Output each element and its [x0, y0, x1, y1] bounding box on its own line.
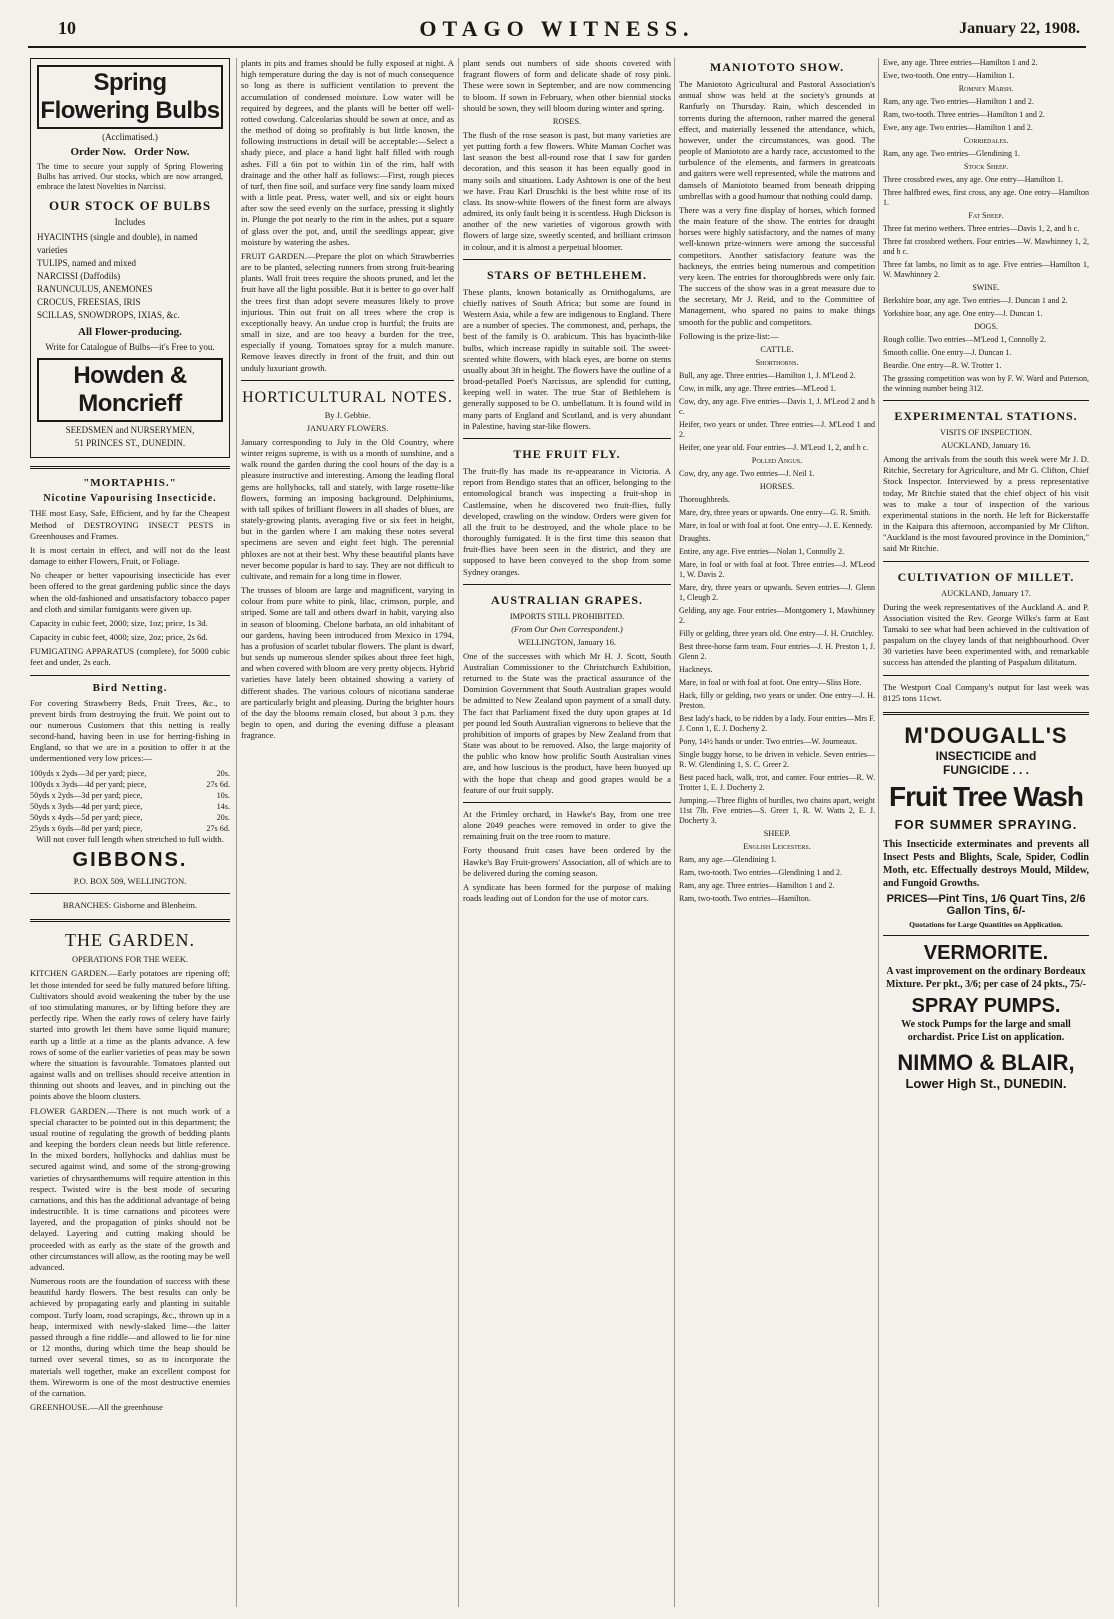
horses-heading: HORSES.: [759, 481, 795, 491]
prize-line: The grassing competition was won by F. W. Ward and Paterson, the winning number being 312.: [883, 374, 1089, 393]
spray-pumps-title: SPRAY PUMPS.: [911, 994, 1061, 1017]
bird-netting-note: Will not cover full length when stretched to full width.: [36, 833, 224, 844]
maniototo-title: MANIOTOTO SHOW.: [709, 60, 845, 74]
column-3: [458, 58, 671, 1607]
col2-fruit-garden: FRUIT GARDEN.—Prepare the plot on which Strawberries are to be planted, selecting runners from strong fruit-bearing plants. Wall fruit trees require the shoots pruned, and let the fruit have all the light possible. But it is better to go over half the trees first than adopt severe measures likely to prove injurious. Thin out fruit on all trees where the crop is exceptionally heavy. An undue crop is hurtful; the fruits are small in size, and are too heavy a burden for the tree, especially if young. Tomatoes spray for a mulch manure. Remove leaves directly in front of the fruit, and thin out unduly luxuriant growth.: [241, 250, 454, 373]
column-2: [236, 58, 454, 1607]
issue-date: January 22, 1908.: [959, 20, 1080, 37]
divider: [30, 893, 230, 894]
millet-title: CULTIVATION OF MILLET.: [897, 569, 1075, 584]
prize-line: Ram, any age. Two entries—Hamilton 1 and 2.: [883, 97, 1034, 106]
price-row: 50yds x 2yds—3d per yard; piece, 10s.: [30, 790, 230, 800]
prize-line: Berkshire boar, any age. Two entries—J. Duncan 1 and 2.: [883, 296, 1068, 305]
prize-line: Hackneys.: [679, 664, 713, 674]
mortaphis-p2: It is most certain in effect, and will not do the least damage to either Flowers, Fruit, or Foliage.: [30, 544, 230, 567]
prize-line: Ram, two-tooth. Two entries—Glendining 1 and 2.: [679, 867, 843, 877]
bird-netting-text: For covering Strawberry Beds, Fruit Trees, &c., to prevent birds from destroying the fruit. We point out to our numerous Customers that this netting is really second-hand, having been in use for herring-fishing in England, so that we are in a position to offer it at the undermentioned very low prices:—: [30, 697, 230, 764]
prize-line: Best paced hack, walk, trot, and canter. Four entries—R. W. Trotter 1, E. J. Docherty 2.: [679, 772, 875, 792]
mcdougalls-name: M'DOUGALL'S: [904, 722, 1068, 748]
prize-line: Ram, two-tooth. Three entries—Hamilton 1 and 2.: [883, 110, 1045, 119]
prize-line: Cow, dry, any age. Five entries—Davis 1, J. M'Leod 2 and h c.: [679, 396, 875, 416]
divider: [463, 802, 671, 803]
bulbs-advert: [30, 58, 230, 458]
bulb-item: HYACINTHS (single and double), in named varieties: [37, 232, 198, 256]
prize-line: Draughts.: [679, 533, 711, 543]
prize-line: Ram, any age. Two entries—Glendining 1.: [883, 149, 1021, 158]
prize-line: Thoroughbreds.: [679, 494, 730, 504]
firm-subtitle: SEEDSMEN and NURSERYMEN,: [65, 425, 195, 436]
mortaphis-apparatus: FUMIGATING APPARATUS (complete), for 5000 cubic feet and under, 2s each.: [30, 646, 230, 668]
nimmo-blair-address: Lower High St., DUNEDIN.: [905, 1075, 1067, 1091]
spray-pumps-desc: We stock Pumps for the large and small orchardist. Price List on application.: [901, 1018, 1071, 1043]
bulbs-write: Write for Catalogue of Bulbs—it's Free to you.: [45, 342, 215, 353]
divider: [883, 400, 1089, 401]
experimental-stations-place: AUCKLAND, January 16.: [941, 441, 1031, 450]
divider: [241, 380, 454, 381]
mortaphis-title: "MORTAPHIS.": [83, 477, 177, 490]
column-4: [674, 58, 875, 1607]
grapes-text: One of the successes with which Mr H. J. Scott, South Australian Commissioner to the Christchurch Exhibition, returned to the State was the practical assurance of the Dominion Government that South Australian grapes would be admitted to New Zealand upon payment of a small duty. The fact that Parliament fixed the duty upon grapes at 1d per pound led South Australian vignerons to believe that the prohibition of imports of grapes by New Zealand from that State was about to be removed. Also, the large majority of the public who know how prolific South Australian vines are, and how luscious is the product, have been buoyed up with the hope that cheap and good grapes would be a feature of our fruit supply.: [463, 650, 671, 795]
prize-line: Pony, 14½ hands or under. Two entries—W. Journeaux.: [679, 736, 858, 746]
polled-heading: Polled Angus.: [751, 455, 803, 465]
prize-line: Three fat lambs, no limit as to age. Five entries—Hamilton 1, W. Mawhinney 2.: [883, 260, 1089, 279]
prize-line: Yorkshire boar, any age. One entry—J. Duncan 1.: [883, 309, 1043, 318]
prize-list-intro: Following is the prize-list:—: [679, 330, 779, 341]
maniototo-p1: The Maniototo Agricultural and Pastoral Association's annual show was held at the society's grounds at Ranfurly on Thursday. Rain, which descended in torrents during the afternoon, rather marred the general effect, and materially lessened the attendance, which, however, under the circumstances, was good. The people of Maniototo are a hardy race, accustomed to the turbulence of the elements, and farmers in greatcoats and gaiters were well represented, while the matrons and damsels of Maniototo beamed from beneath dripping umbrellas with a good humour that nothing could damp.: [679, 79, 875, 201]
prize-line: Three halfbred ewes, first cross, any age. One entry—Hamilton 1.: [883, 188, 1089, 207]
prize-subheading: Stock Sheep.: [963, 162, 1009, 171]
howden-moncrieff-logo: Howden & Moncrieff: [37, 358, 223, 422]
bulbs-intro: The time to secure your supply of Spring Flowering Bulbs has arrived. Our stocks, which are now arranged, embrace the latest Novelties in Narcissi.: [37, 162, 223, 191]
bulbs-includes: Includes: [114, 217, 146, 227]
mcdougalls-advert: [883, 723, 1089, 929]
garden-title: THE GARDEN.: [65, 930, 195, 951]
prize-line: Ewe, any age. Three entries—Hamilton 1 and 2.: [883, 58, 1038, 67]
millet-text: During the week representatives of the Auckland A. and P. Association visited the Rev. George Wilks's farm at East Tamaki to see what had been achieved in the cultivation of paspalum on the clayey lands of that neighbourhood. Over 30 varieties have been experimented with, and remarkable success has attended the planting of Paspalum dilitatum.: [883, 601, 1089, 668]
divider: [883, 675, 1089, 676]
firm-address: 51 PRINCES ST., DUNEDIN.: [74, 438, 186, 449]
hort-notes-byline: By J. Gebbie.: [324, 410, 371, 420]
mortaphis-subtitle: Nicotine Vapourising Insecticide.: [43, 493, 217, 505]
prize-line: Beardie. One entry—R. W. Trotter 1.: [883, 361, 1002, 370]
bulbs-all-flower: All Flower-producing.: [78, 326, 182, 339]
prize-line: Gelding, any age. Four entries—Montgomery 1, Mawhinney 2.: [679, 605, 875, 625]
prize-line: Mare, dry, three years or upwards. Seven entries—J. Glenn 1, Cleugh 2.: [679, 582, 875, 602]
nimmo-blair-name: NIMMO & BLAIR,: [897, 1049, 1075, 1075]
prize-line: Best lady's hack, to be ridden by a lady. Four entries—Mrs F. J. Conn 1, E. J. Docherty 2.: [679, 713, 875, 733]
bulbs-ad-title: Spring Flowering Bulbs: [37, 65, 223, 129]
shorthorns-heading: Shorthorns.: [755, 357, 799, 367]
garden-greenhouse: GREENHOUSE.—All the greenhouse: [30, 1402, 163, 1413]
mcdougalls-desc: This Insecticide exterminates and prevents all Insect Pests and Blights, Scale, Spider, Codlin Moth, etc. Effectually destroys Mould, Mildew, and Fungoid Growths.: [883, 838, 1089, 889]
price-row: 100yds x 3yds—4d per yard; piece, 27s 6d.: [30, 779, 230, 789]
col3-p1: plant sends out numbers of side shoots covered with fragrant flowers of form and delicate shade of rosy pink. These were sown in September, and are now commencing to bloom. If sown in February, when other biennial stocks should be sown, they will bloom during winter and spring.: [463, 58, 671, 113]
bird-netting-prices: [30, 768, 230, 834]
mcdougalls-line1: INSECTICIDE and: [935, 748, 1037, 763]
column-1: [30, 58, 230, 1607]
sheep-heading: SHEEP.: [763, 828, 791, 838]
price-row: 50yds x 4yds—5d per yard; piece, 20s.: [30, 812, 230, 822]
fruit-fly-text: The fruit-fly has made its re-appearance in Victoria. A report from Bendigo states that an officer, belonging to the entomological branch was inspecting a fruit-shop in Castlemaine, when he discovered two fruit-flies, fully developed, crawling on the window. Orders were given for all the fruit to be destroyed, and the whole place to be thoroughly fumigated. It is the first time this season that fruit-flies have been seen in the district, and they are supposed to have been conveyed to the shop from some Sydney oranges.: [463, 465, 671, 577]
prize-subheading: DOGS.: [974, 322, 998, 331]
stars-text: These plants, known botanically as Ornithogalums, are chiefly natives of South Africa; but some are found in Western Asia, while a few are indigenous to England. There are a number of species. The commonest, and, perhaps, the best of the family is O. arabicum. This has hyacinth-like bulbs, which increase rapidly in suitable soil. The sweet-scented white flowers, with black eyes, are borne on stems usually about 3ft in height. The flowers have the outline of a broad-petalled Poet's Narcissus, are splendid for cutting, keeping well in water. The true Star of Bethlehem is generally supposed to be O. umbellatum. It is found wild in many parts of England and Scotland, and is very abundant in Palestine, having star-like flowers.: [463, 286, 671, 431]
prize-line: Ewe, two-tooth. One entry—Hamilton 1.: [883, 71, 1015, 80]
divider: [30, 675, 230, 676]
prize-subheading: Corriedales.: [963, 136, 1009, 145]
prize-line: Ewe, any age. Two entries—Hamilton 1 and 2.: [883, 123, 1033, 132]
experimental-stations-text: Among the arrivals from the south this week were Mr J. D. Ritchie, Secretary for Agriculture, and Mr G. Clifton, Chief Stock Inspector. Interviewed by a press representative today, Mr Ritchie stated that the chief object of his visit was to make a tour of inspection of the various experimental stations in the north. He left for Bickerstaffe in the Kaipara this afternoon, accompanied by Mr Clifton. "Auckland is the most favoured province in the Dominion," said Mr Ritchie.: [883, 454, 1089, 554]
price-row: 100yds x 2yds—3d per yard; piece, 20s.: [30, 768, 230, 778]
bulb-item: RANUNCULUS, ANEMONES: [37, 284, 153, 295]
bulb-item: TULIPS, named and mixed: [37, 258, 136, 269]
fruit-tree-wash: Fruit Tree Wash: [888, 780, 1083, 812]
experimental-stations-sub: VISITS OF INSPECTION.: [940, 428, 1032, 437]
prize-line: Heifer, one year old. Four entries—J. M'Leod 1, 2, and h c.: [679, 442, 869, 452]
prize-line: Filly or gelding, three years old. One entry—J. H. Crutchley.: [679, 628, 874, 638]
bulbs-acclimatised: (Acclimatised.): [102, 132, 158, 142]
prize-line: Best three-horse farm team. Four entries—J. H. Preston 1, J. Glenn 2.: [679, 641, 875, 661]
masthead: [28, 14, 1086, 48]
bulbs-order-now: Order Now. Order Now.: [70, 146, 190, 158]
divider: [883, 935, 1089, 936]
prize-line: Hack, filly or gelding, two years or under. One entry—J. H. Preston.: [679, 690, 875, 710]
garden-ops: OPERATIONS FOR THE WEEK.: [71, 955, 188, 965]
mortaphis-capacity-1: Capacity in cubic feet, 2000; size, 1oz; price, 1s 3d.: [30, 617, 208, 628]
grapes-subtitle: IMPORTS STILL PROHIBITED.: [509, 611, 625, 621]
grapes-title: AUSTRALIAN GRAPES.: [490, 592, 644, 607]
vermorite-title: VERMORITE.: [923, 941, 1049, 964]
gibbons-branches: BRANCHES: Gisborne and Blenheim.: [62, 900, 198, 911]
roses-text: The flush of the rose season is past, but many varieties are yet putting forth a few flowers. White Maman Cochet was last season the best all-round rose that I saw for garden decoration, and this season it has been equally good in many soils and situations. Lady Ashtown is one of the best we have. Frau Karl Druschki is the best white rose of its class. Its snow-white flowers of the finest form are always admired, its only fault being it is scentless. Hugh Dickson is another of the new varieties of vigorous growth with flowers of large size, sweetly scented, and brilliant crimson in colour, and it is almost a perpetual bloomer.: [463, 129, 671, 252]
divider: [463, 259, 671, 260]
prize-line: Three crossbred ewes, any age. One entry—Hamilton 1.: [883, 175, 1063, 184]
summer-spraying: FOR SUMMER SPRAYING.: [894, 816, 1078, 832]
bird-netting-title: Bird Netting.: [92, 681, 168, 694]
prize-line: Ram, two-tooth. Two entries—Hamilton.: [679, 893, 811, 903]
prize-line: Cow, dry, any age. Two entries—J. Neil 1.: [679, 468, 815, 478]
january-flowers-p2: The trusses of bloom are large and magnificent, varying in colour from pure white to pink, lilac, crimson, purple, and striped. Some are tall and others dwarf in habit, varying also in season of blooming. Chelone barbata, an old inhabitant of our gardens, having been introduced from Mexico in 1794, has a profusion of scarlet tubular flowers. The plant is dwarf, but sends up numerous slender spikes about three feet high, and when covered with bloom are very pretty objects. Hybrid varieties have lately been obtained showing a variety of different shades. The various colours of nicotiana sanderae are particularly bright and pleasing. During the brighter hours of the day the blooms remain closed, but about 3 p.m. they begin to open, and during the evening diffuse a pleasant fragrance.: [241, 585, 454, 741]
mortaphis-p1: THE most Easy, Safe, Efficient, and by far the Cheapest Method of DESTROYING INSECT PESTS in Greenhouses and Frames.: [30, 508, 230, 541]
prize-line: Mare, in foal or with foal at foot. One entry—Sliss Hore.: [679, 677, 862, 687]
frimley-text: At the Frimley orchard, in Hawke's Bay, from one tree alone 2049 peaches were removed in order to give the remaining fruit on the tree room to mature.: [463, 808, 671, 842]
experimental-stations-title: EXPERIMENTAL STATIONS.: [894, 409, 1078, 423]
prize-line: Smooth collie. One entry—J. Duncan 1.: [883, 348, 1012, 357]
divider: [883, 712, 1089, 715]
millet-place: AUCKLAND, January 17.: [941, 588, 1031, 598]
grapes-from: (From Our Own Correspondent.): [511, 624, 623, 634]
divider: [30, 466, 230, 469]
divider: [30, 919, 230, 922]
stars-title: STARS OF BETHLEHEM.: [486, 267, 648, 282]
january-flowers-title: JANUARY FLOWERS.: [306, 423, 389, 433]
page-number: 10: [58, 18, 76, 38]
divider: [883, 561, 1089, 562]
divider: [463, 584, 671, 585]
mortaphis-capacity-2: Capacity in cubic feet, 4000; size, 2oz; price, 2s 6d.: [30, 632, 208, 643]
westport-text: The Westport Coal Company's output for last week was 8125 tons 11cwt.: [883, 681, 1089, 703]
cattle-heading: CATTLE.: [760, 344, 794, 354]
prize-line: Ram, any age. Three entries—Hamilton 1 and 2.: [679, 880, 835, 890]
gibbons-box: P.O. BOX 509, WELLINGTON.: [73, 876, 187, 887]
mcdougalls-line2: FUNGICIDE . . .: [942, 762, 1029, 777]
prize-subheading: SWINE.: [972, 283, 1000, 292]
prize-line: Ram, any age.—Glendining 1.: [679, 854, 777, 864]
roses-title: ROSES.: [552, 116, 582, 126]
divider: [463, 438, 671, 439]
vermorite-desc: A vast improvement on the ordinary Bordeaux Mixture. Per pkt., 3/6; per case of 24 pkts., 75/-: [886, 965, 1086, 990]
bulb-item: NARCISSI (Daffodils): [37, 271, 121, 282]
fruit-fly-title: THE FRUIT FLY.: [513, 446, 621, 461]
prize-line: Mare, in foal or with foal at foot. Three entries—J. M'Leod 1, W. Davis 2.: [679, 559, 875, 579]
leicesters-heading: English Leicesters.: [743, 841, 811, 851]
prize-line: Cow, in milk, any age. Three entries—M'Leod 1.: [679, 383, 836, 393]
mcdougalls-quote: Quotations for Large Quantities on Application.: [909, 919, 1063, 929]
garden-compost: Numerous roots are the foundation of success with these beautiful hardy flowers. The best results can only be achieved by propagating early and planting in suitable compost. Turfy loam, road scrapings, &c., thrown up in a heap, intermixed with newly-slaked lime—the latter passed through a fine riddle—and allowed to lie for nine or 12 months, during which time the heap should be turned over several times, so as to incorporate the materials well together, make an excellent compost for them. Wireworm is one of the most destructive enemies of the carnation.: [30, 1276, 230, 1398]
grapes-place: WELLINGTON, January 16.: [518, 637, 616, 647]
prize-line: Entire, any age. Five entries—Nolan 1, Connolly 2.: [679, 546, 845, 556]
maniototo-p2: There was a very fine display of horses, which formed the main feature of the show. The entries for draught horses were highly satisfactory, and the names of many well-known prize-winners were among the successful competitors. Another satisfactory feature was the hackneys, the entries being numerous and competition very keen. The entries for thoroughbreds were only fair. The success of the show was in a great measure due to the secretary, Mr J. Reid, and to the Committee of Management, who spared no pains to make things smooth for the public and competitors.: [679, 204, 875, 327]
garden-kitchen: KITCHEN GARDEN.—Early potatoes are ripening off; let those intended for seed be fully matured before lifting. Cultivators should avoid weakening the tuber by the use of too stimulating manures, or by lifting before they are perfectly ripe. When the early rows of celery have fairly started into growth let them have some liquid manure; earth up a little at a time as the plants advance. A few rows of some of the earlier varieties of peas may be sown where the situation is favourable. Tomatoes planted out against walls and on trellises should receive attention in thinning out shoots and leaves, and in pinching out the points above the bloom clusters.: [30, 968, 230, 1102]
fruit-cases-text: Forty thousand fruit cases have been ordered by the Hawke's Bay Fruit-growers' Association, all of which are to be delivered during the coming season.: [463, 845, 671, 878]
prize-line: Heifer, two years or under. Three entries—J. M'Leod 1 and 2.: [679, 419, 875, 439]
price-row: 50yds x 3yds—4d per yard; piece, 14s.: [30, 801, 230, 811]
prize-line: Three fat merino wethers. Three entries—Davis 1, 2, and h c.: [883, 224, 1080, 233]
prize-line: Single buggy horse, to be driven in vehicle. Seven entries—R. W. Glendining 1, S. C. Greer 2.: [679, 749, 875, 769]
bulb-item: CROCUS, FREESIAS, IRIS: [37, 297, 141, 308]
bulbs-list: [37, 231, 223, 322]
syndicate-text: A syndicate has been formed for the purpose of making roads leading out of London for the use of motor cars.: [463, 881, 671, 904]
january-flowers-p1: January corresponding to July in the Old Country, where winter reigns supreme, is with us a month of sunshine, and a walk round the garden during the cool hours of the day is a pleasure instructive and interesting. Among the leading floral gems are hollyhocks, tall and stately, with large rosette-like flowers, forming an imposing background. Delphiniums, with tall spikes of brilliant flowers in all shades of blues, are stately-growing plants, averaging five or six feet in height, but in the garden where I am making these notes several specimens are seven and eight feet high. The perennial phloxes are not at their best. Why these beautiful plants have never become popular is hard to say. They are not difficult to cultivate, and remain for a long time in flower.: [241, 436, 454, 581]
bulbs-stock-heading: OUR STOCK OF BULBS: [48, 198, 212, 213]
price-row: 25yds x 6yds—8d per yard; piece, 27s 6d.: [30, 823, 230, 833]
mortaphis-p3: No cheaper or better vapourising insecticide has ever been offered to the great gardening public since the days when the old-fashioned and unsatisfactory tobacco paper and cloth and similar fumigants were given up.: [30, 570, 230, 614]
hort-notes-title: HORTICULTURAL NOTES.: [242, 388, 453, 406]
column-5: [878, 58, 1089, 1607]
paper-title: OTAGO WITNESS.: [419, 16, 695, 41]
prize-subheading: Fat Sheep.: [968, 211, 1004, 220]
prize-line: Bull, any age. Three entries—Hamilton 1, J. M'Leod 2.: [679, 370, 856, 380]
prize-line: Mare, in foal or with foal at foot. One entry—J. E. Kennedy.: [679, 520, 873, 530]
prize-subheading: Romney Marsh.: [958, 84, 1014, 93]
prize-line: Jumping.—Three flights of hurdles, two chains apart, weight 11st 7lb. Five entries—S. Greer 1, R. W. Watts 2, E. J. Docherty 3.: [679, 795, 875, 825]
mcdougalls-prices: PRICES—Pint Tins, 1/6 Quart Tins, 2/6 Gallon Tins, 6/-: [886, 892, 1086, 917]
gibbons-logo: GIBBONS.: [72, 849, 188, 872]
garden-flower: FLOWER GARDEN.—There is not much work of a special character to be pointed out in this department; the usual routine of regulating the growth of bedding plants and keeping the borders clean needs but little reference. In the mixed borders, hollyhocks and dahlias must be secured against wind, and some of the strong-growing varieties of chrysanthemums will require attention in this respect. Twisted wire is the best mode of securing carnations, and this has the additional advantage of being indestructible. It is time carnations and picotees were layered, and the propagation of pinks should not be delayed. Layering and cutting making should be proceeded with as early as the state of the growth and other circumstances will allow, as the rooting may be well advanced.: [30, 1105, 230, 1272]
col2-p1: plants in pits and frames should be fully exposed at night. A high temperature during the day is not of much consequence so long as there is sufficient ventilation to prevent the accumulation of condensed moisture. Low water will be required by degrees, and the plants will be better off well-rotted cowdung. Calceolarias should be sown at once, and as the method of doing so profitably is but little known, the following instructions in detail will be acceptable:—Select a shady piece, and place a hand light half filled with rough ashes. Fill a 6in pot to within 1in of the rim, half with drainage and the other half as follows:—First, rough pieces of turf, then fine soil, and surface very fine sandy loam mixed with a little peat. Press, water well, and six or eight hours after sow the seed evenly on the surface, pressing it slightly in. Plunge the pot nearly to the rim in the ashes, put a square of glass over the pot, and, until the seedlings appear, give moisture by watering the ashes.: [241, 58, 454, 247]
bulb-item: SCILLAS, SNOWDROPS, IXIAS, &c.: [37, 310, 180, 321]
prize-line: Mare, dry, three years or upwards. One entry—G. R. Smith.: [679, 507, 871, 517]
prize-line: Three fat crossbred wethers. Four entries—W. Mawhinney 1, 2, and h c.: [883, 237, 1089, 256]
prize-line: Rough collie. Two entries—M'Leod 1, Connolly 2.: [883, 335, 1047, 344]
